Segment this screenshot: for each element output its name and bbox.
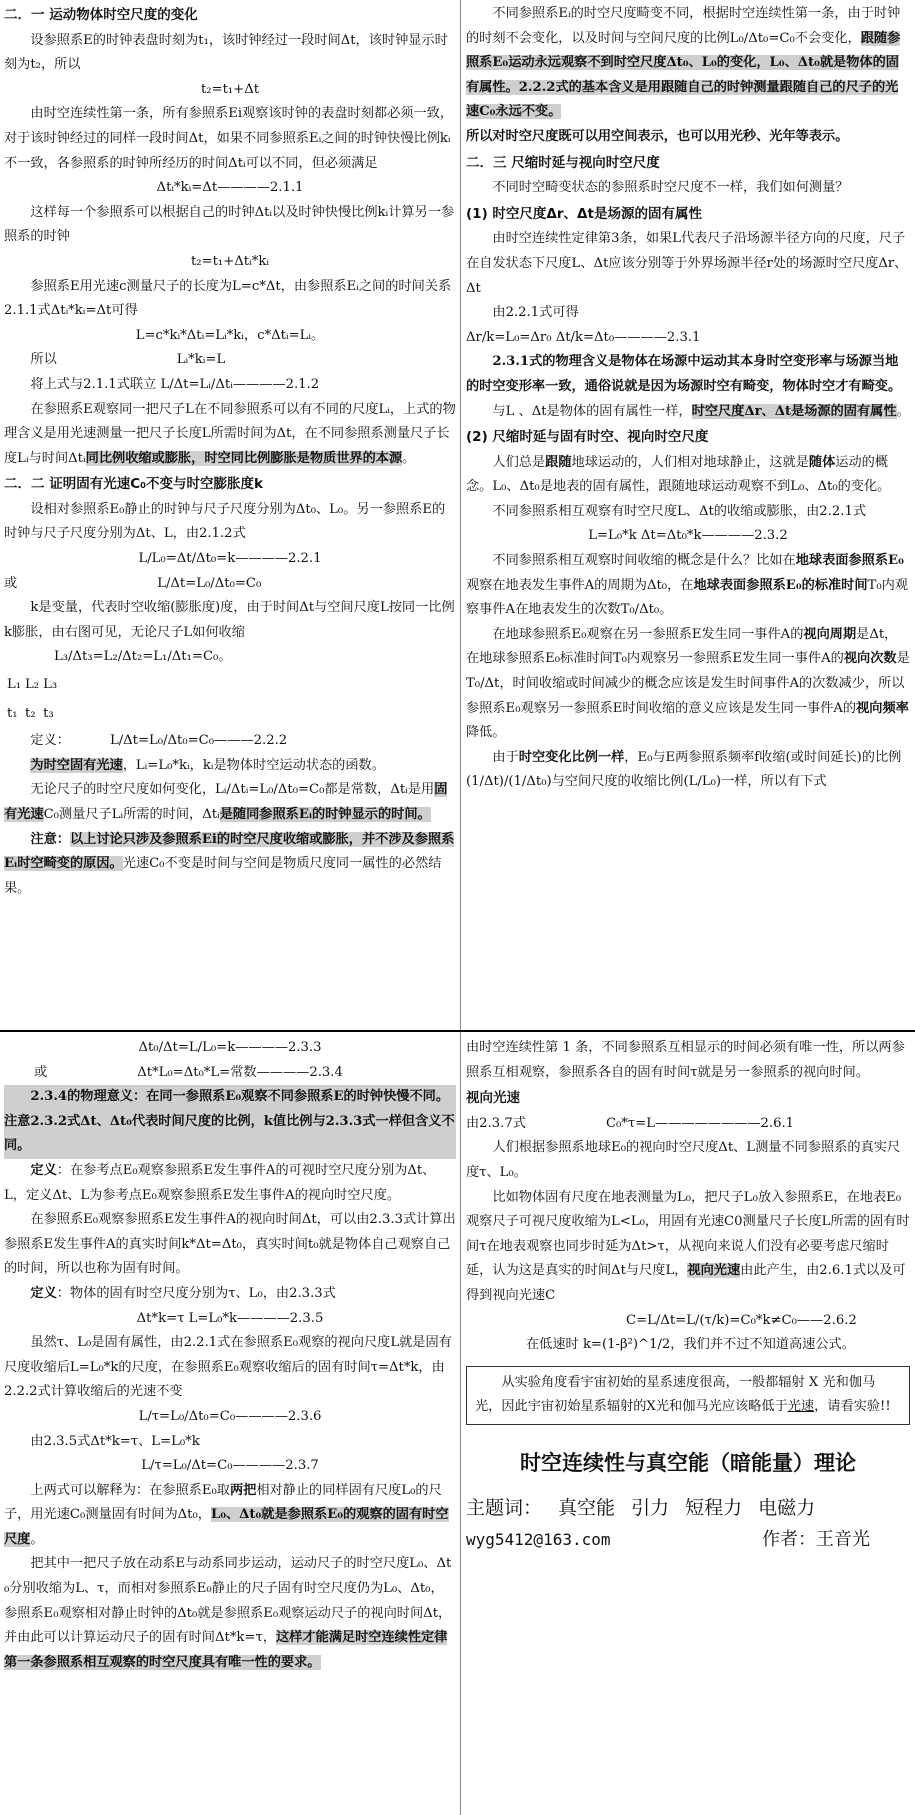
text: ：物体的固有时空尺度分别为τ、L₀，由2.3.3式 (56, 1285, 336, 1301)
highlight-text: 时空尺度Δr、Δt是场源的固有属性 (691, 403, 897, 419)
highlight-text: 同比例收缩或膨胀，时空同比例膨胀是物质世界的本源 (85, 450, 403, 466)
equation-2-3-4: Δt*L₀=Δt₀*L=常数————2.3.4 (137, 1064, 343, 1080)
text: 在地球参照系E₀观察在另一参照系E发生同一事件A的 (492, 626, 804, 642)
paragraph (4, 754, 456, 779)
column-divider (460, 0, 461, 1815)
paragraph (4, 645, 456, 670)
paragraph: 由时空连续性定律第3条，如果L代表尺子沿场源半径方向的尺度，尺子在自发状态下尺度L、Δt应该分别等于外界场源半径r处的场源时空尺度Δr、Δt (466, 231, 908, 296)
paragraph (466, 623, 910, 746)
highlight-text: 固有光速 (4, 782, 448, 822)
paragraph: k是变量，代表时空收缩(膨胀度)度，由于时间Δt与空间尺度L按同一比例k膨胀，由右图可见，无论尺子L如何收缩 (4, 600, 455, 640)
highlight-text: 以上讨论只涉及参照系Ei的时空尺度收缩或膨胀，并不涉及参照系Eᵢ时空畸变的原因。 (4, 831, 455, 872)
bold-text: 视向周期 (803, 626, 857, 642)
paragraph (466, 400, 910, 425)
paragraph: 所以对时空尺度既可以用空间表示，也可以用光秒、光年等表示。 (466, 128, 849, 144)
definition-label: 定义 (30, 1162, 57, 1178)
text: C₀测量尺子Lᵢ所需的时间，Δtᵢ (43, 807, 220, 822)
text: ，E₀与E两参照系频率f收缩(或时间延长)的比例(1/Δt)/(1/Δt₀)与空间尺度的收缩比例(L/L₀)一样，所以有下式 (466, 749, 902, 790)
highlight-text: 跟随参照系E₀运动永远观察不到时空尺度Δt₀、L₀的变化，L₀、Δt₀就是物体的固有属性。2.2.2式的基本含义是用跟随自己的时钟测量跟随自己的尺子的光速C₀永远不变。 (466, 30, 901, 120)
fig-label: t₂ (25, 705, 36, 721)
paragraph (4, 1061, 456, 1086)
text: 无论尺子的时空尺度如何变化，Lᵢ/Δtᵢ=L₀/Δt₀=C₀都是常数，Δtᵢ是用 (30, 782, 435, 798)
text: 观察在地表发生事件A的周期为Δt₀，在 (466, 577, 694, 593)
text: 。 (896, 403, 910, 419)
section-heading-2-2: 二．二 证明固有光速C₀不变与时空膨胀度k (4, 476, 263, 493)
equation-2-3-7: L/τ=L₀/Δt=C₀————2.3.7 (141, 1458, 319, 1474)
bold-text: 跟随 (545, 454, 572, 470)
text: 是T₀/Δt，时间收缩或时间减少的概念应该是发生时间事件A的次数减少，所以参照系E₀观察另一参照系E时间收缩的意义应该是发生同一事件A的 (466, 651, 910, 716)
subsection-heading-visual-light-speed: 视向光速 (466, 1090, 520, 1107)
paragraph (4, 1552, 456, 1675)
paragraph: 参照系E用光速c测量尺子的长度为L=c*Δt，由参照系Eᵢ之间的时间关系2.1.1式Δtᵢ*kᵢ=Δt可得 (4, 278, 452, 319)
author: 作者：王音光 (762, 1529, 870, 1551)
paragraph (4, 348, 456, 373)
text: 光速C₀不变是时间与空间是物质尺度同一属性的必然结果。 (4, 856, 442, 896)
highlight-text: L₀、Δt₀就是参照系E₀的观察的固有时空尺度 (4, 1507, 449, 1547)
label: 或 (4, 575, 18, 591)
top-left-column (4, 2, 456, 901)
text: 。 (402, 450, 416, 466)
equation-2-3-5: Δt*k=τ L=L₀*k————2.3.5 (136, 1310, 324, 1326)
paragraph (466, 1186, 910, 1309)
label: 所以 (30, 352, 57, 368)
paragraph (466, 2, 910, 125)
subsection-heading-1: (1) 时空尺度Δr、Δt是场源的固有属性 (466, 205, 702, 222)
paragraph: 由时空连续性第 1 条，不同参照系互相显示的时间必须有唯一性，所以两参照系互相观察，参照系各自的固有时间τ就是另一参照系的视向时间。 (466, 1040, 905, 1080)
fig-label: L₂ (25, 677, 40, 693)
paragraph: 人们根据参照系地球E₀的视向时空尺度Δt、L测量不同参照系的真实尺度τ、L₀。 (466, 1140, 901, 1180)
paragraph (4, 572, 456, 597)
text: ，请看实验!! (814, 1399, 891, 1415)
text: 与L 、Δt是物体的固有属性一样， (492, 403, 692, 419)
note-label: 注意： (30, 831, 70, 847)
paragraph: 设参照系E的时钟表盘时刻为t₁，该时钟经过一段时间Δt，该时钟显示时刻为t₂，所以 (4, 32, 448, 73)
paragraph (466, 451, 910, 500)
paragraph (4, 398, 456, 472)
equation-2-1-1: Δtᵢ*kᵢ=Δt————2.1.1 (156, 180, 304, 196)
text: 不同参照系相互观察时间收缩的概念是什么？比如在 (492, 553, 796, 569)
text: 上两式可以解释为：在参照系E₀取 (30, 1482, 230, 1498)
paragraph (466, 1112, 910, 1137)
equation: Lᵢ*kᵢ=L (176, 352, 226, 368)
paragraph (475, 1371, 901, 1420)
text: 降低。 (466, 725, 506, 741)
bold-text: 视向次数 (843, 651, 897, 667)
section-heading-2-1: 二．一 运动物体时空尺度的变化 (4, 7, 198, 23)
paragraph: 虽然τ、L₀是固有属性，由2.2.1式在参照系E₀观察的视向尺度L就是固有尺度收缩后L=L₀*k的尺度，在参照系E₀观察收缩后的固有时间τ=Δt*k，由2.2.2式计算收缩后的光速不变 (4, 1335, 452, 1400)
bold-text: 地球表面参照系E₀ (795, 553, 904, 569)
paragraph: 由2.2.1式可得 (492, 305, 579, 321)
equation-2-3-1: Δr/k=L₀=Δr₀ Δt/k=Δt₀————2.3.1 (466, 329, 701, 345)
text: 由于 (492, 749, 519, 765)
section-heading-2-3: 二．三 尺缩时延与视向时空尺度 (466, 154, 660, 171)
label: 或 (34, 1064, 48, 1080)
equation: L/Δt=L₀/Δt₀=C₀ (157, 575, 262, 591)
author-line (466, 1528, 910, 1553)
text: 从实验角度看宇宙初始的星系速度很高，一般都辐射 X 光和伽马光，因此宇宙初始星系辐射的X光和伽马光应该略低于 (475, 1374, 876, 1415)
highlight-text: 这样才能满足时空连续性定律第一条参照系相互观察的时空尺度具有唯一性的要求。 (4, 1630, 448, 1670)
label: 定义： (30, 733, 70, 749)
fig-label: L₁ (7, 677, 22, 693)
text: 运动的概念。L₀、Δt₀是地表的固有属性，跟随地球运动观察不到L₀、Δt₀的变化。 (466, 454, 891, 495)
definition-label: 定义 (30, 1285, 57, 1301)
keywords: 主题词： 真空能 引力 短程力 电磁力 (466, 1496, 816, 1519)
paragraph (4, 1479, 456, 1553)
paragraph (466, 549, 910, 623)
fig-label: t₁ (7, 705, 18, 721)
text: 在参照系E观察同一把尺子L在不同参照系可以有不同的尺度Lᵢ，上式的物理含义是用光速测量一把尺子长度L所需时间为Δt，在不同参照系测量尺子长度Lᵢ与时间Δtᵢ (4, 401, 456, 466)
highlight-text: 视向光速 (687, 1263, 741, 1279)
paragraph (4, 1282, 456, 1307)
fig-label: t₃ (43, 705, 54, 721)
bold-text: 时空变化比例一样 (518, 749, 625, 765)
paragraph (4, 828, 456, 902)
bold-text: 视向频率 (856, 700, 909, 716)
paragraph: 在低速时 k=(1-β²)^1/2，我们并不过不知道高速公式。 (526, 1337, 855, 1353)
bold-text: 地球表面参照系E₀的标准时间 (693, 577, 868, 593)
paragraph: 设相对参照系E₀静止的时钟与尺子尺度分别为Δt₀、L₀。另一参照系E的时钟与尺子尺度分别为Δt、L，由2.1.2式 (4, 501, 446, 542)
text: ，Lᵢ=L₀*kᵢ，kᵢ是物体时空运动状态的函数。 (122, 757, 385, 773)
email: wyg5412@163.com (466, 1530, 611, 1550)
text: 地球运动的，人们相对地球静止，这就是 (571, 454, 809, 470)
equation-2-3-6: L/τ=L₀/Δt₀=C₀————2.3.6 (138, 1408, 322, 1424)
paragraph: 由2.3.5式Δt*k=τ、L=L₀*k (30, 1433, 200, 1449)
page-divider (0, 1030, 915, 1032)
equation-2-3-3: Δt₀/Δt=L/L₀=k————2.3.3 (138, 1040, 322, 1055)
bold-text: 随体 (808, 454, 836, 470)
paragraph: 不同参照系相互观察有时空尺度L、Δt的收缩或膨胀，由2.2.1式 (492, 503, 867, 519)
experiment-note-box (466, 1366, 910, 1425)
text: 。 (30, 1531, 44, 1547)
paragraph: 这样每一个参照系可以根据自己的时钟Δtᵢ以及时钟快慢比例kᵢ计算另一参照系的时钟 (4, 204, 455, 245)
equation-2-6-1: C₀*τ=L————————2.6.1 (605, 1115, 795, 1131)
bottom-left-column (4, 1036, 456, 1675)
paragraph: 在参照系E₀观察参照系E发生事件A的视向时间Δt，可以由2.3.3式计算出参照系E发生事件A的真实时间k*Δt=Δt₀，真实时间t₀就是物体自己观察自己的时间，所以也称为固有时间。 (4, 1212, 456, 1277)
text: 比如物体固有尺度在地表测量为L₀，把尺子L₀放入参照系E，在地表E₀观察尺子可视尺度收缩为L<L₀，用固有光速C0测量尺子长度L所需的固有时间τ在地表观察也同步时延为Δt>τ，从视向来说人们没有必要考虑尺缩时延，认为这是真实的时间Δt与尺度L， (466, 1189, 910, 1279)
equation: L₃/Δt₃=L₂/Δt₂=L₁/Δt₁=C₀。 (54, 649, 232, 665)
subsection-heading-2: (2) 尺缩时延与固有时空、视向时空尺度 (466, 429, 709, 446)
equation-2-2-2: L/Δt=L₀/Δt₀=C₀———2.2.2 (109, 733, 288, 749)
equation-2-2-1: L/L₀=Δt/Δt₀=k————2.2.1 (138, 551, 322, 567)
paragraph (4, 778, 456, 827)
text: 是Δt，在地球参照系E₀标准时间T₀内观察另一参照系E发生同一事件A的 (466, 626, 898, 667)
paragraph (466, 746, 910, 795)
equation-2-6-2: C=L/Δt=L/(τ/k)=C₀*k≠C₀——2.6.2 (626, 1312, 857, 1328)
paragraph: 2.3.1式的物理含义是物体在场源中运动其本身时空变形率与场源当地的时空变形率一致，通俗说就是因为场源时空有畸变，物体时空才有畸变。 (466, 354, 902, 394)
bottom-right-column (466, 1036, 910, 1553)
text: 人们总是 (492, 454, 546, 470)
paragraph: 不同时空畸变状态的参照系时空尺度不一样，我们如何测量？ (492, 180, 849, 196)
paragraph: 2.3.4的物理意义：在同一参照系E₀观察不同参照系E的时钟快慢不同。注意2.3.2式Δt、Δt₀代表时间尺度的比例，k值比例与2.3.3式一样但含义不同。 (4, 1085, 456, 1159)
text: 相对静止的同样固有尺度L₀的尺子，用光速C₀测量固有时间为Δt₀， (4, 1482, 442, 1523)
equation: t₂=t₁+Δtᵢ*kᵢ (191, 253, 269, 269)
equation: t₂=t₁+Δt (200, 81, 260, 97)
label: 由2.3.7式 (466, 1115, 526, 1131)
text: 由此产生，由2.6.1式以及可得到视向光速C (466, 1263, 906, 1303)
paragraph: 由时空连续性第一条，所有参照系Ei观察该时钟的表盘时刻都必须一致，对于该时钟经过的同样一段时间Δt，如果不同参照系Eᵢ之间的时钟快慢比例kᵢ不一致，各参照系的时钟所经历的时间Δtᵢ可以不同，但必须满足 (4, 106, 454, 171)
highlight-text: 是随同参照系Eᵢ的时钟显示的时间。 (219, 807, 431, 822)
theory-title: 时空连续性与真空能（暗能量）理论 (520, 1450, 856, 1475)
fig-label: L₃ (43, 677, 58, 693)
paragraph (4, 1159, 456, 1208)
paragraph (4, 729, 456, 754)
text: T₀内观察事件A在地表发生的次数T₀/Δt₀。 (466, 577, 908, 618)
text: 不同参照系Eᵢ的时空尺度畸变不同，根据时空连续性第一条，由于时钟的时刻不会变化，以及时间与空间尺度的比例L₀/Δt₀=C₀不会变化， (466, 6, 901, 46)
equation-2-1-2: 将上式与2.1.1式联立 L/Δt=Lᵢ/Δtᵢ————2.1.2 (30, 376, 320, 392)
underline-text: 光速 (787, 1399, 815, 1415)
equation-2-3-2: L=L₀*k Δt=Δt₀*k————2.3.2 (588, 528, 788, 544)
top-right-column (466, 2, 910, 795)
equation: L=c*kᵢ*Δtᵢ=Lᵢ*kᵢ，c*Δtᵢ=Lᵢ。 (135, 327, 325, 343)
highlight-text: 为时空固有光速 (30, 757, 123, 773)
text: 把其中一把尺子放在动系E与动系同步运动，运动尺子的时空尺度L₀、Δt₀分别收缩为L、τ，而相对参照系E₀静止的尺子固有时空尺度仍为L₀、Δt₀，参照系E₀观察相对静止时钟的Δt₀就是参照系E₀观察运动尺子的视向时间Δt，并由此可以计算运动尺子的固有时间Δt*k=τ， (4, 1556, 452, 1646)
bold-text: 两把 (229, 1482, 257, 1498)
text: ：在参考点E₀观察参照系E发生事件A的可视时空尺度分别为Δt、L，定义Δt、L为参考点E₀观察参照系E发生事件A的视向时空尺度。 (4, 1162, 436, 1203)
